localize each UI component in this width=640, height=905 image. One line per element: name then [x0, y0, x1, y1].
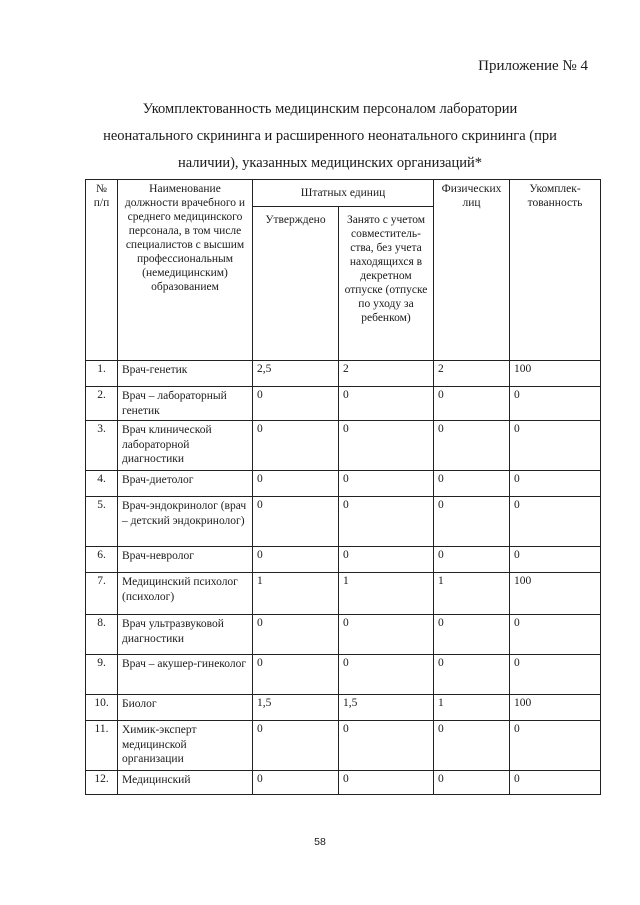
header-staff-units: Штатных единиц [253, 180, 434, 207]
row-number: 8. [86, 615, 118, 655]
table-row [86, 471, 601, 497]
title-line-3: наличии), указанных медицинских организаций* [177, 155, 483, 171]
table-row [86, 547, 601, 573]
row-individuals: 0 [434, 721, 510, 771]
row-position-name: Биолог [118, 695, 253, 721]
row-position-name: Врач – акушер-гинеколог [118, 655, 253, 695]
row-approved: 1 [253, 573, 339, 615]
appendix-label: Приложение № 4 [478, 58, 588, 74]
row-individuals: 1 [434, 695, 510, 721]
header-occupied: Занято с учетом совместитель-ства, без учета находящихся в декретном отпуске (отпуске по уходу за ребенком) [339, 207, 434, 361]
header-staffing: Укомплек-тованность [510, 180, 601, 361]
row-individuals: 2 [434, 361, 510, 387]
page-number: 58 [314, 836, 326, 848]
row-number: 12. [86, 771, 118, 795]
row-number: 5. [86, 497, 118, 547]
row-individuals: 0 [434, 387, 510, 421]
title-line-1: Укомплектованность медицинским персоналом лаборатории [142, 101, 518, 117]
row-occupied: 0 [339, 471, 434, 497]
row-number: 1. [86, 361, 118, 387]
row-occupied: 1 [339, 573, 434, 615]
row-occupied: 0 [339, 497, 434, 547]
table-row [86, 361, 601, 387]
row-approved: 0 [253, 471, 339, 497]
row-position-name: Химик-эксперт медицинской организации [118, 721, 253, 771]
row-approved: 0 [253, 655, 339, 695]
row-individuals: 0 [434, 421, 510, 471]
row-occupied: 0 [339, 655, 434, 695]
row-approved: 0 [253, 497, 339, 547]
header-individuals: Физических лиц [434, 180, 510, 361]
row-individuals: 0 [434, 547, 510, 573]
row-occupied: 0 [339, 721, 434, 771]
header-approved: Утверждено [253, 207, 339, 361]
row-position-name: Врач-диетолог [118, 471, 253, 497]
row-staffing: 100 [510, 695, 601, 721]
table-row [86, 497, 601, 547]
row-occupied: 0 [339, 547, 434, 573]
row-position-name: Врач клинической лабораторной диагностики [118, 421, 253, 471]
table-row [86, 655, 601, 695]
row-approved: 2,5 [253, 361, 339, 387]
row-position-name: Врач-невролог [118, 547, 253, 573]
row-position-name: Врач-генетик [118, 361, 253, 387]
table-body [86, 361, 601, 795]
row-occupied: 0 [339, 615, 434, 655]
row-position-name: Медицинский [118, 771, 253, 795]
row-staffing: 0 [510, 497, 601, 547]
row-individuals: 0 [434, 655, 510, 695]
row-position-name: Медицинский психолог (психолог) [118, 573, 253, 615]
row-individuals: 0 [434, 615, 510, 655]
row-approved: 0 [253, 547, 339, 573]
row-individuals: 0 [434, 471, 510, 497]
row-position-name: Врач ультразвуковой диагностики [118, 615, 253, 655]
table-row [86, 573, 601, 615]
row-staffing: 0 [510, 547, 601, 573]
header-name: Наименование должности врачебного и среднего медицинского персонала, в том числе специалистов с высшим профессиональным (немедицинским) образованием [118, 180, 253, 361]
row-approved: 0 [253, 615, 339, 655]
row-number: 10. [86, 695, 118, 721]
row-staffing: 100 [510, 573, 601, 615]
row-approved: 0 [253, 771, 339, 795]
row-individuals: 1 [434, 573, 510, 615]
document-title [60, 96, 600, 177]
row-number: 4. [86, 471, 118, 497]
row-occupied: 0 [339, 387, 434, 421]
title-line-2: неонатального скрининга и расширенного неонатального скрининга (при [103, 128, 557, 144]
row-individuals: 0 [434, 771, 510, 795]
row-position-name: Врач-эндокринолог (врач – детский эндокринолог) [118, 497, 253, 547]
row-position-name: Врач – лабораторный генетик [118, 387, 253, 421]
row-number: 2. [86, 387, 118, 421]
table-row [86, 771, 601, 795]
row-approved: 0 [253, 387, 339, 421]
table-row [86, 387, 601, 421]
row-occupied: 0 [339, 421, 434, 471]
table-row [86, 421, 601, 471]
table-row [86, 615, 601, 655]
row-occupied: 1,5 [339, 695, 434, 721]
row-staffing: 0 [510, 421, 601, 471]
row-number: 9. [86, 655, 118, 695]
table-row [86, 721, 601, 771]
row-occupied: 0 [339, 771, 434, 795]
row-number: 6. [86, 547, 118, 573]
row-staffing: 0 [510, 721, 601, 771]
row-individuals: 0 [434, 497, 510, 547]
row-staffing: 0 [510, 471, 601, 497]
row-approved: 1,5 [253, 695, 339, 721]
row-staffing: 0 [510, 655, 601, 695]
staffing-table [85, 179, 601, 795]
row-number: 11. [86, 721, 118, 771]
table-header-row [86, 180, 601, 207]
row-number: 3. [86, 421, 118, 471]
row-staffing: 100 [510, 361, 601, 387]
header-num: № п/п [86, 180, 118, 361]
row-approved: 0 [253, 421, 339, 471]
row-staffing: 0 [510, 771, 601, 795]
row-number: 7. [86, 573, 118, 615]
row-occupied: 2 [339, 361, 434, 387]
row-approved: 0 [253, 721, 339, 771]
row-staffing: 0 [510, 615, 601, 655]
table-row [86, 695, 601, 721]
row-staffing: 0 [510, 387, 601, 421]
